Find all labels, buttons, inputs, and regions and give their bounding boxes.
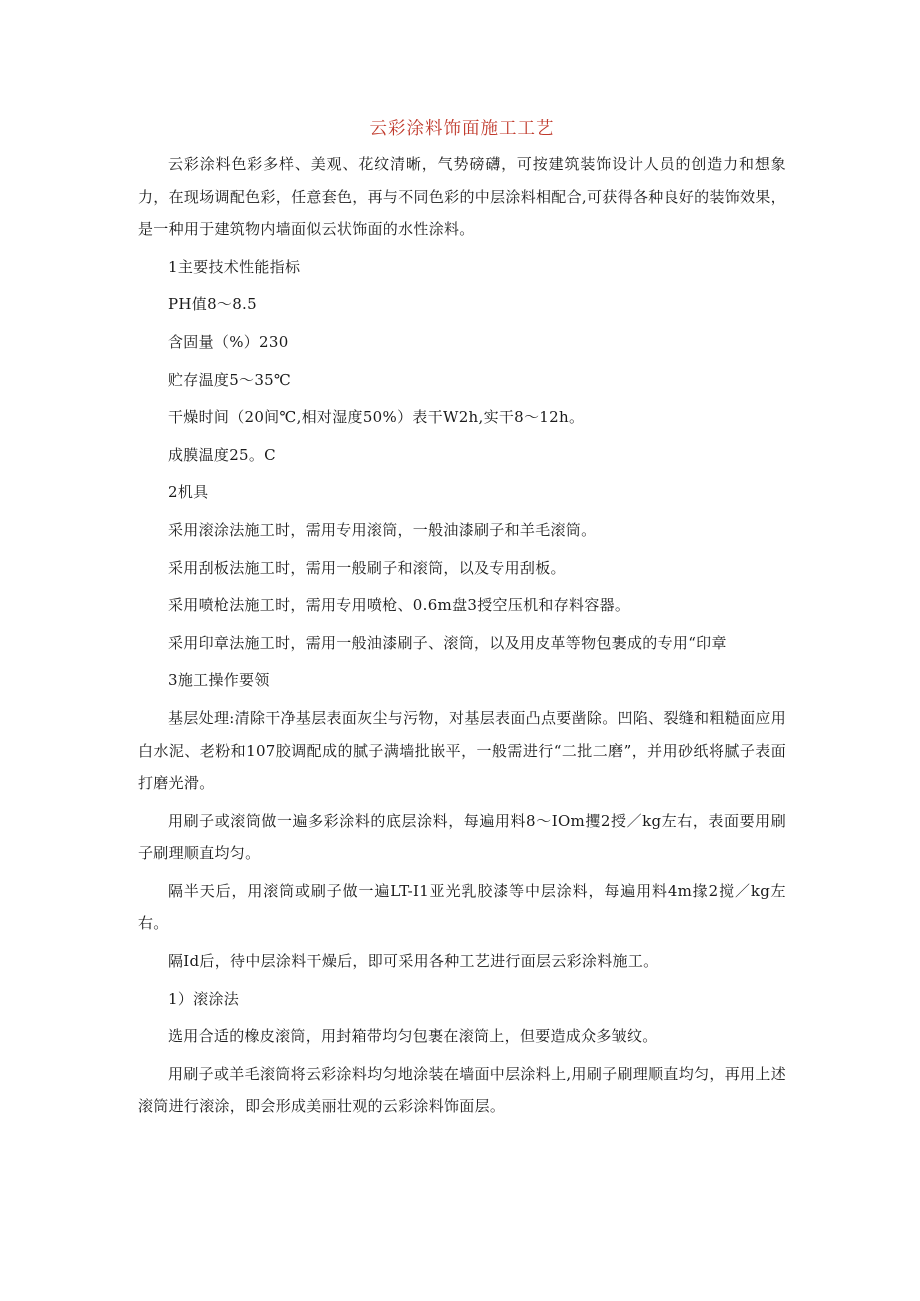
spec-ph: PH值8～8.5 [168,295,257,314]
spec-storage-temp: 贮存温度5～35℃ [168,370,292,389]
spec-drying-time: 干燥时间（20间℃,相对湿度50%）表干W2h,实干8～12h。 [168,408,585,427]
tool-scraper: 采用刮板法施工时，需用一般刷子和滚筒，以及专用刮板。 [168,558,566,577]
heading-roller-method: 1）滚涂法 [168,989,240,1008]
step-middle-coat: 隔半天后，用滚筒或刷子做一遍LT-I1亚光乳胶漆等中层涂料，每遍用料4m掾2搅／kg左右。 [138,881,786,933]
document-title: 云彩涂料饰面施工工艺 [369,119,555,139]
tool-stamp: 采用印章法施工时，需用一般油漆刷子、滚筒，以及用皮革等物包裹成的专用“印章 [168,633,727,652]
step-base-treatment: 基层处理:清除干净基层表面灰尘与污物，对基层表面凸点要凿除。凹陷、裂缝和粗糙面应用白水泥、老粉和107胶调配成的腻子满墙批嵌平，一般需进行“二批二磨”，并用砂纸将腻子表面打磨光滑。 [138,708,786,793]
step-primer: 用刷子或滚筒做一遍多彩涂料的底层涂料，每遍用料8～IOm攫2授／kg左右，表面要用刷子刷理顺直均匀。 [138,811,786,863]
paragraph-intro: 云彩涂料色彩多样、美观、花纹清晰，气势磅礴，可按建筑装饰设计人员的创造力和想象力，在现场调配色彩，任意套色，再与不同色彩的中层涂料相配合,可获得各种良好的装饰效果，是一种用于建筑物内墙面似云状饰面的水性涂料。 [138,155,786,239]
tool-spray-gun: 采用喷枪法施工时，需用专用喷枪、0.6m盘3授空压机和存料容器。 [168,596,631,615]
step-top-coat: 隔Id后，待中层涂料干燥后，即可采用各种工艺进行面层云彩涂料施工。 [168,952,659,971]
heading-tools: 2机具 [168,483,209,502]
tool-roller: 采用滚涂法施工时，需用专用滚筒，一般油漆刷子和羊毛滚筒。 [168,520,597,539]
roller-prep: 选用合适的橡皮滚筒，用封箱带均匀包裹在滚筒上，但要造成众多皱纹。 [168,1027,658,1046]
roller-apply: 用刷子或羊毛滚筒将云彩涂料均匀地涂装在墙面中层涂料上,用刷子刷理顺直均匀，再用上述滚筒进行滚涂，即会形成美丽壮观的云彩涂料饰面层。 [138,1064,786,1116]
heading-tech-specs: 1主要技术性能指标 [168,257,301,276]
heading-operation: 3施工操作要领 [168,671,270,690]
spec-solid-content: 含固量（%）230 [168,332,289,351]
document-page [138,116,786,1123]
spec-film-temp: 成膜温度25。C [168,445,276,464]
